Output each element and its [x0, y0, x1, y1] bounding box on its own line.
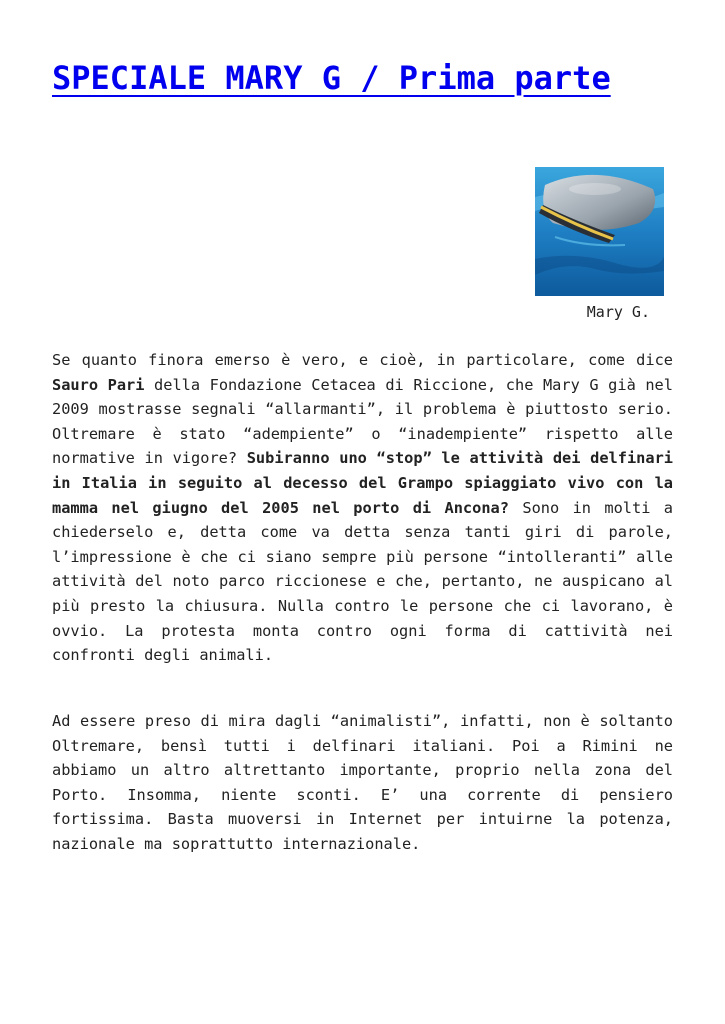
- article-title[interactable]: SPECIALE MARY G / Prima parte: [52, 59, 611, 97]
- paragraph-2: Ad essere preso di mira dagli “animalisti”, infatti, non è soltanto Oltremare, bensì tutti i delfinari italiani. Poi a Rimini ne abbiamo un altro altrettanto importante, proprio nella zona del Porto. Insomma, niente sconti. E’ una corrente di pensiero fortissima. Basta muoversi in Internet per intuirne la potenza, nazionale ma soprattutto internazionale.: [52, 712, 673, 853]
- p1-text-3: Sono in molti a chiederselo e, detta come va detta senza tanti giri di parole, l’impressione è che ci siano sempre più persone “intolleranti” alle attività del noto parco riccionese e che, pertanto, ne auspicano al più presto la chiusura. Nulla contro le persone che ci lavorano, è ovvio. La protesta monta contro ogni forma di cattività nei confronti degli animali.: [52, 498, 674, 665]
- p1-text-1: Se quanto finora emerso è vero, e cioè, in particolare, come dice: [52, 351, 673, 369]
- image-caption: Mary G.: [586, 303, 650, 321]
- p1-bold-name: Sauro Pari: [52, 375, 145, 394]
- dolphin-photo: [535, 167, 664, 296]
- p1-bold-question: Subiranno uno “stop” le attività dei delfinari in Italia in seguito al decesso del Grampo spiaggiato vivo con la mamma nel giugno del 2005 nel porto di Ancona?: [52, 449, 673, 517]
- p1-text-2: della Fondazione Cetacea di Riccione, che Mary G già nel 2009 mostrasse segnali “allarmanti”, il problema è piuttosto serio. Oltremare è stato “adempiente” o “inadempiente” rispetto alle normative in vigore?: [52, 375, 673, 468]
- paragraph-1: [52, 348, 673, 668]
